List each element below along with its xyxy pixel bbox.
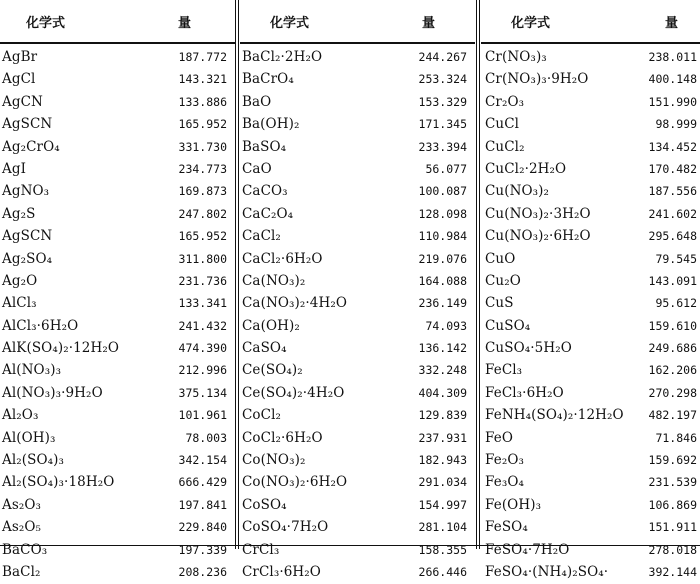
weight-cell: 332.248: [418, 363, 467, 378]
weight-cell: 100.087: [418, 184, 467, 199]
table-row: [481, 69, 700, 91]
weight-cell: 266.446: [418, 564, 467, 579]
formula-cell: AlK(SO₄)₂·12H₂O: [2, 340, 120, 357]
table-row: [0, 271, 235, 293]
weight-cell: 392.144: [648, 564, 697, 579]
formula-cell: AgCl: [2, 71, 36, 88]
formula-cell: Al(NO₃)₃·9H₂O: [2, 384, 103, 401]
formula-cell: BaCO₃: [2, 541, 48, 558]
table-row: [0, 114, 235, 136]
formula-cell: CaO: [242, 160, 272, 177]
header-formula: 化学式: [511, 16, 551, 31]
table-row: [0, 562, 235, 584]
weight-cell: 342.154: [178, 453, 227, 468]
formula-cell: BaCl₂: [2, 563, 41, 580]
formula-cell: Co(NO₃)₂: [242, 452, 306, 469]
table-row: [481, 181, 700, 203]
formula-cell: Cu(NO₃)₂: [485, 183, 550, 200]
formula-cell: Ag₂SO₄: [2, 250, 53, 267]
table-row: [0, 226, 235, 248]
weight-cell: 95.612: [655, 296, 697, 311]
weight-cell: 169.873: [178, 184, 227, 199]
table-row: [240, 204, 475, 226]
formula-cell: BaSO₄: [242, 138, 287, 155]
formula-cell: Fe₃O₄: [485, 474, 525, 491]
formula-cell: Cu₂O: [485, 272, 521, 289]
table-row: [240, 181, 475, 203]
weight-cell: 153.329: [418, 94, 467, 109]
weight-cell: 187.556: [648, 184, 697, 199]
table-body: [240, 47, 475, 584]
weight-cell: 165.952: [178, 229, 227, 244]
weight-cell: 241.432: [178, 318, 227, 333]
formula-cell: Co(NO₃)₂·6H₂O: [242, 474, 348, 491]
table-body: [0, 47, 235, 584]
table-row: [240, 360, 475, 382]
weight-cell: 281.104: [418, 520, 467, 535]
table-row: [240, 137, 475, 159]
table-row: [481, 114, 700, 136]
header-quantity: 量: [665, 16, 679, 31]
table-row: [0, 92, 235, 114]
table-row: [240, 114, 475, 136]
formula-cell: CuCl₂: [485, 138, 525, 155]
weight-cell: 241.602: [648, 206, 697, 221]
table-row: [481, 517, 700, 539]
table-row: [481, 383, 700, 405]
weight-cell: 249.686: [648, 341, 697, 356]
weight-cell: 159.692: [648, 453, 697, 468]
table-row: [481, 92, 700, 114]
bottom-rule: [0, 545, 700, 546]
formula-cell: FeCl₃·6H₂O: [485, 384, 564, 401]
formula-cell: As₂O₅: [2, 519, 42, 536]
table-row: [0, 495, 235, 517]
weight-cell: 400.148: [648, 72, 697, 87]
weight-cell: 278.018: [648, 542, 697, 557]
weight-cell: 331.730: [178, 139, 227, 154]
column-divider: [476, 0, 480, 549]
table-row: [240, 405, 475, 427]
table-row: [481, 316, 700, 338]
table-row: [240, 226, 475, 248]
weight-cell: 165.952: [178, 117, 227, 132]
table-row: [0, 159, 235, 181]
table-row: [481, 562, 700, 584]
formula-cell: CuO: [485, 250, 516, 267]
formula-cell: Al₂(SO₄)₃·18H₂O: [2, 474, 115, 491]
weight-cell: 236.149: [418, 296, 467, 311]
formula-cell: CrCl₃: [242, 541, 280, 558]
formula-cell: CuCl₂·2H₂O: [485, 160, 567, 177]
table-body: [481, 47, 700, 584]
formula-cell: CaC₂O₄: [242, 205, 294, 222]
formula-cell: CuSO₄: [485, 317, 531, 334]
table-row: [240, 517, 475, 539]
formula-cell: Ca(NO₃)₂·4H₂O: [242, 295, 348, 312]
formula-cell: Cr₂O₃: [485, 93, 525, 110]
header-formula: 化学式: [26, 16, 66, 31]
weight-cell: 136.142: [418, 341, 467, 356]
table-row: [481, 159, 700, 181]
table-row: [481, 338, 700, 360]
table-row: [0, 316, 235, 338]
weight-cell: 151.911: [648, 520, 697, 535]
weight-cell: 404.309: [418, 385, 467, 400]
table-row: [240, 495, 475, 517]
formula-cell: AlCl₃: [2, 295, 37, 312]
table-row: [240, 92, 475, 114]
weight-cell: 101.961: [178, 408, 227, 423]
table-row: [240, 338, 475, 360]
formula-cell: CoSO₄: [242, 496, 287, 513]
weight-cell: 233.394: [418, 139, 467, 154]
formula-cell: CaCO₃: [242, 183, 288, 200]
table-row: [240, 383, 475, 405]
formula-cell: CoCl₂: [242, 407, 282, 424]
weight-cell: 151.990: [648, 94, 697, 109]
formula-cell: Al₂O₃: [2, 407, 39, 424]
column-header: [481, 0, 700, 42]
weight-cell: 231.736: [178, 273, 227, 288]
table-row: [481, 405, 700, 427]
weight-cell: 182.943: [418, 453, 467, 468]
table-row: [240, 47, 475, 69]
formula-cell: AgNO₃: [2, 183, 50, 200]
weight-cell: 171.345: [418, 117, 467, 132]
weight-cell: 78.003: [185, 430, 227, 445]
weight-cell: 56.077: [425, 161, 467, 176]
table-row: [0, 249, 235, 271]
formula-cell: CaCl₂·6H₂O: [242, 250, 323, 267]
table-row: [481, 360, 700, 382]
formula-cell: Fe₂O₃: [485, 452, 525, 469]
weight-cell: 237.931: [418, 430, 467, 445]
weight-cell: 295.648: [648, 229, 697, 244]
table-row: [0, 450, 235, 472]
weight-cell: 311.800: [178, 251, 227, 266]
formula-cell: As₂O₃: [2, 496, 42, 513]
column-header: [0, 0, 235, 42]
weight-cell: 158.355: [418, 542, 467, 557]
weight-cell: 474.390: [178, 341, 227, 356]
formula-cell: AgI: [2, 160, 27, 177]
table-row: [240, 428, 475, 450]
formula-cell: BaCrO₄: [242, 71, 294, 88]
weight-cell: 106.869: [648, 497, 697, 512]
formula-cell: Fe(OH)₃: [485, 496, 542, 513]
weight-cell: 128.098: [418, 206, 467, 221]
formula-cell: Ce(SO₄)₂: [242, 362, 303, 379]
weight-cell: 231.539: [648, 475, 697, 490]
table-panel-2: [240, 0, 475, 580]
table-row: [240, 540, 475, 562]
weight-cell: 162.206: [648, 363, 697, 378]
table-row: [481, 293, 700, 315]
weight-cell: 238.011: [648, 50, 697, 64]
table-row: [240, 450, 475, 472]
weight-cell: 229.840: [178, 520, 227, 535]
table-row: [0, 293, 235, 315]
header-rule: [0, 42, 235, 44]
formula-cell: FeO: [485, 429, 513, 446]
weight-cell: 71.846: [655, 430, 697, 445]
table-panel-1: [0, 0, 235, 580]
formula-cell: CuCl: [485, 116, 520, 133]
weight-cell: 143.321: [178, 72, 227, 87]
formula-cell: Cu(NO₃)₂·6H₂O: [485, 228, 591, 245]
formula-cell: CoSO₄·7H₂O: [242, 519, 329, 536]
weight-cell: 133.341: [178, 296, 227, 311]
formula-cell: CaSO₄: [242, 340, 287, 357]
formula-cell: AgBr: [2, 49, 38, 65]
formula-cell: FeNH₄(SO₄)₂·12H₂O: [485, 407, 624, 424]
weight-cell: 375.134: [178, 385, 227, 400]
table-row: [481, 428, 700, 450]
formula-cell: Al₂(SO₄)₃: [2, 452, 65, 469]
table-row: [481, 271, 700, 293]
weight-cell: 134.452: [648, 139, 697, 154]
formula-cell: AgSCN: [2, 116, 53, 133]
weight-cell: 159.610: [648, 318, 697, 333]
formula-cell: Cu(NO₃)₂·3H₂O: [485, 205, 591, 222]
table-row: [0, 181, 235, 203]
formula-cell: BaCl₂·2H₂O: [242, 49, 323, 65]
formula-cell: CuS: [485, 295, 514, 312]
table-row: [481, 249, 700, 271]
formula-cell: FeSO₄·(NH₄)₂SO₄·: [485, 563, 609, 580]
formula-cell: AgCN: [2, 93, 43, 110]
table-row: [0, 405, 235, 427]
weight-cell: 208.236: [178, 564, 227, 579]
weight-cell: 129.839: [418, 408, 467, 423]
table-row: [0, 137, 235, 159]
table-row: [240, 562, 475, 584]
formula-cell: Ba(OH)₂: [242, 116, 300, 133]
weight-cell: 197.841: [178, 497, 227, 512]
table-row: [0, 472, 235, 494]
formula-cell: Ca(NO₃)₂: [242, 272, 306, 289]
formula-cell: Ce(SO₄)₂·4H₂O: [242, 384, 345, 401]
formula-cell: Ag₂CrO₄: [2, 138, 60, 155]
formula-cell: Cr(NO₃)₃·9H₂O: [485, 71, 589, 88]
header-rule: [481, 42, 700, 44]
table-row: [0, 338, 235, 360]
weight-cell: 143.091: [648, 273, 697, 288]
weight-cell: 98.999: [655, 117, 697, 132]
table-row: [0, 517, 235, 539]
table-row: [240, 472, 475, 494]
header-formula: 化学式: [270, 16, 310, 31]
table-row: [0, 69, 235, 91]
formula-cell: CaCl₂: [242, 228, 281, 245]
table-row: [0, 540, 235, 562]
formula-cell: FeCl₃: [485, 362, 523, 379]
table-row: [240, 249, 475, 271]
table-row: [481, 47, 700, 69]
weight-cell: 291.034: [418, 475, 467, 490]
formula-cell: AgSCN: [2, 228, 53, 245]
weight-cell: 666.429: [178, 475, 227, 490]
table-row: [481, 472, 700, 494]
weight-cell: 164.088: [418, 273, 467, 288]
formula-cell: FeSO₄: [485, 519, 528, 536]
weight-cell: 74.093: [425, 318, 467, 333]
formula-cell: FeSO₄·7H₂O: [485, 541, 570, 558]
weight-cell: 253.324: [418, 72, 467, 87]
weight-cell: 154.997: [418, 497, 467, 512]
formula-cell: BaO: [242, 93, 272, 110]
formula-cell: CrCl₃·6H₂O: [242, 563, 321, 580]
weight-cell: 212.996: [178, 363, 227, 378]
weight-cell: 197.339: [178, 542, 227, 557]
formula-cell: Al(NO₃)₃: [2, 362, 62, 379]
weight-cell: 133.886: [178, 94, 227, 109]
formula-cell: CuSO₄·5H₂O: [485, 340, 572, 357]
table-row: [240, 293, 475, 315]
formula-cell: Al(OH)₃: [2, 429, 56, 446]
formula-cell: Ca(OH)₂: [242, 317, 300, 334]
table-row: [0, 360, 235, 382]
formula-cell: Ag₂O: [2, 272, 38, 289]
header-quantity: 量: [422, 16, 436, 31]
weight-cell: 482.197: [648, 408, 697, 423]
weight-cell: 270.298: [648, 385, 697, 400]
table-row: [481, 540, 700, 562]
header-quantity: 量: [178, 16, 192, 31]
weight-cell: 187.772: [178, 50, 227, 64]
table-row: [240, 69, 475, 91]
table-row: [481, 137, 700, 159]
table-panel-3: [481, 0, 700, 580]
formula-cell: CoCl₂·6H₂O: [242, 429, 323, 446]
column-header: [240, 0, 475, 42]
formula-cell: AlCl₃·6H₂O: [2, 317, 79, 334]
table-row: [0, 428, 235, 450]
formula-cell: Cr(NO₃)₃: [485, 49, 547, 65]
weight-cell: 234.773: [178, 161, 227, 176]
table-row: [0, 47, 235, 69]
weight-cell: 219.076: [418, 251, 467, 266]
formula-cell: Ag₂S: [2, 205, 36, 222]
weight-cell: 79.545: [655, 251, 697, 266]
column-divider: [235, 0, 239, 549]
header-rule: [240, 42, 475, 44]
table-row: [0, 383, 235, 405]
weight-cell: 244.267: [418, 50, 467, 64]
table-row: [481, 204, 700, 226]
table-row: [240, 159, 475, 181]
table-row: [481, 495, 700, 517]
table-row: [240, 271, 475, 293]
table-row: [481, 226, 700, 248]
weight-cell: 170.482: [648, 161, 697, 176]
table-row: [240, 316, 475, 338]
table-row: [481, 450, 700, 472]
table-row: [0, 204, 235, 226]
weight-cell: 247.802: [178, 206, 227, 221]
weight-cell: 110.984: [418, 229, 467, 244]
